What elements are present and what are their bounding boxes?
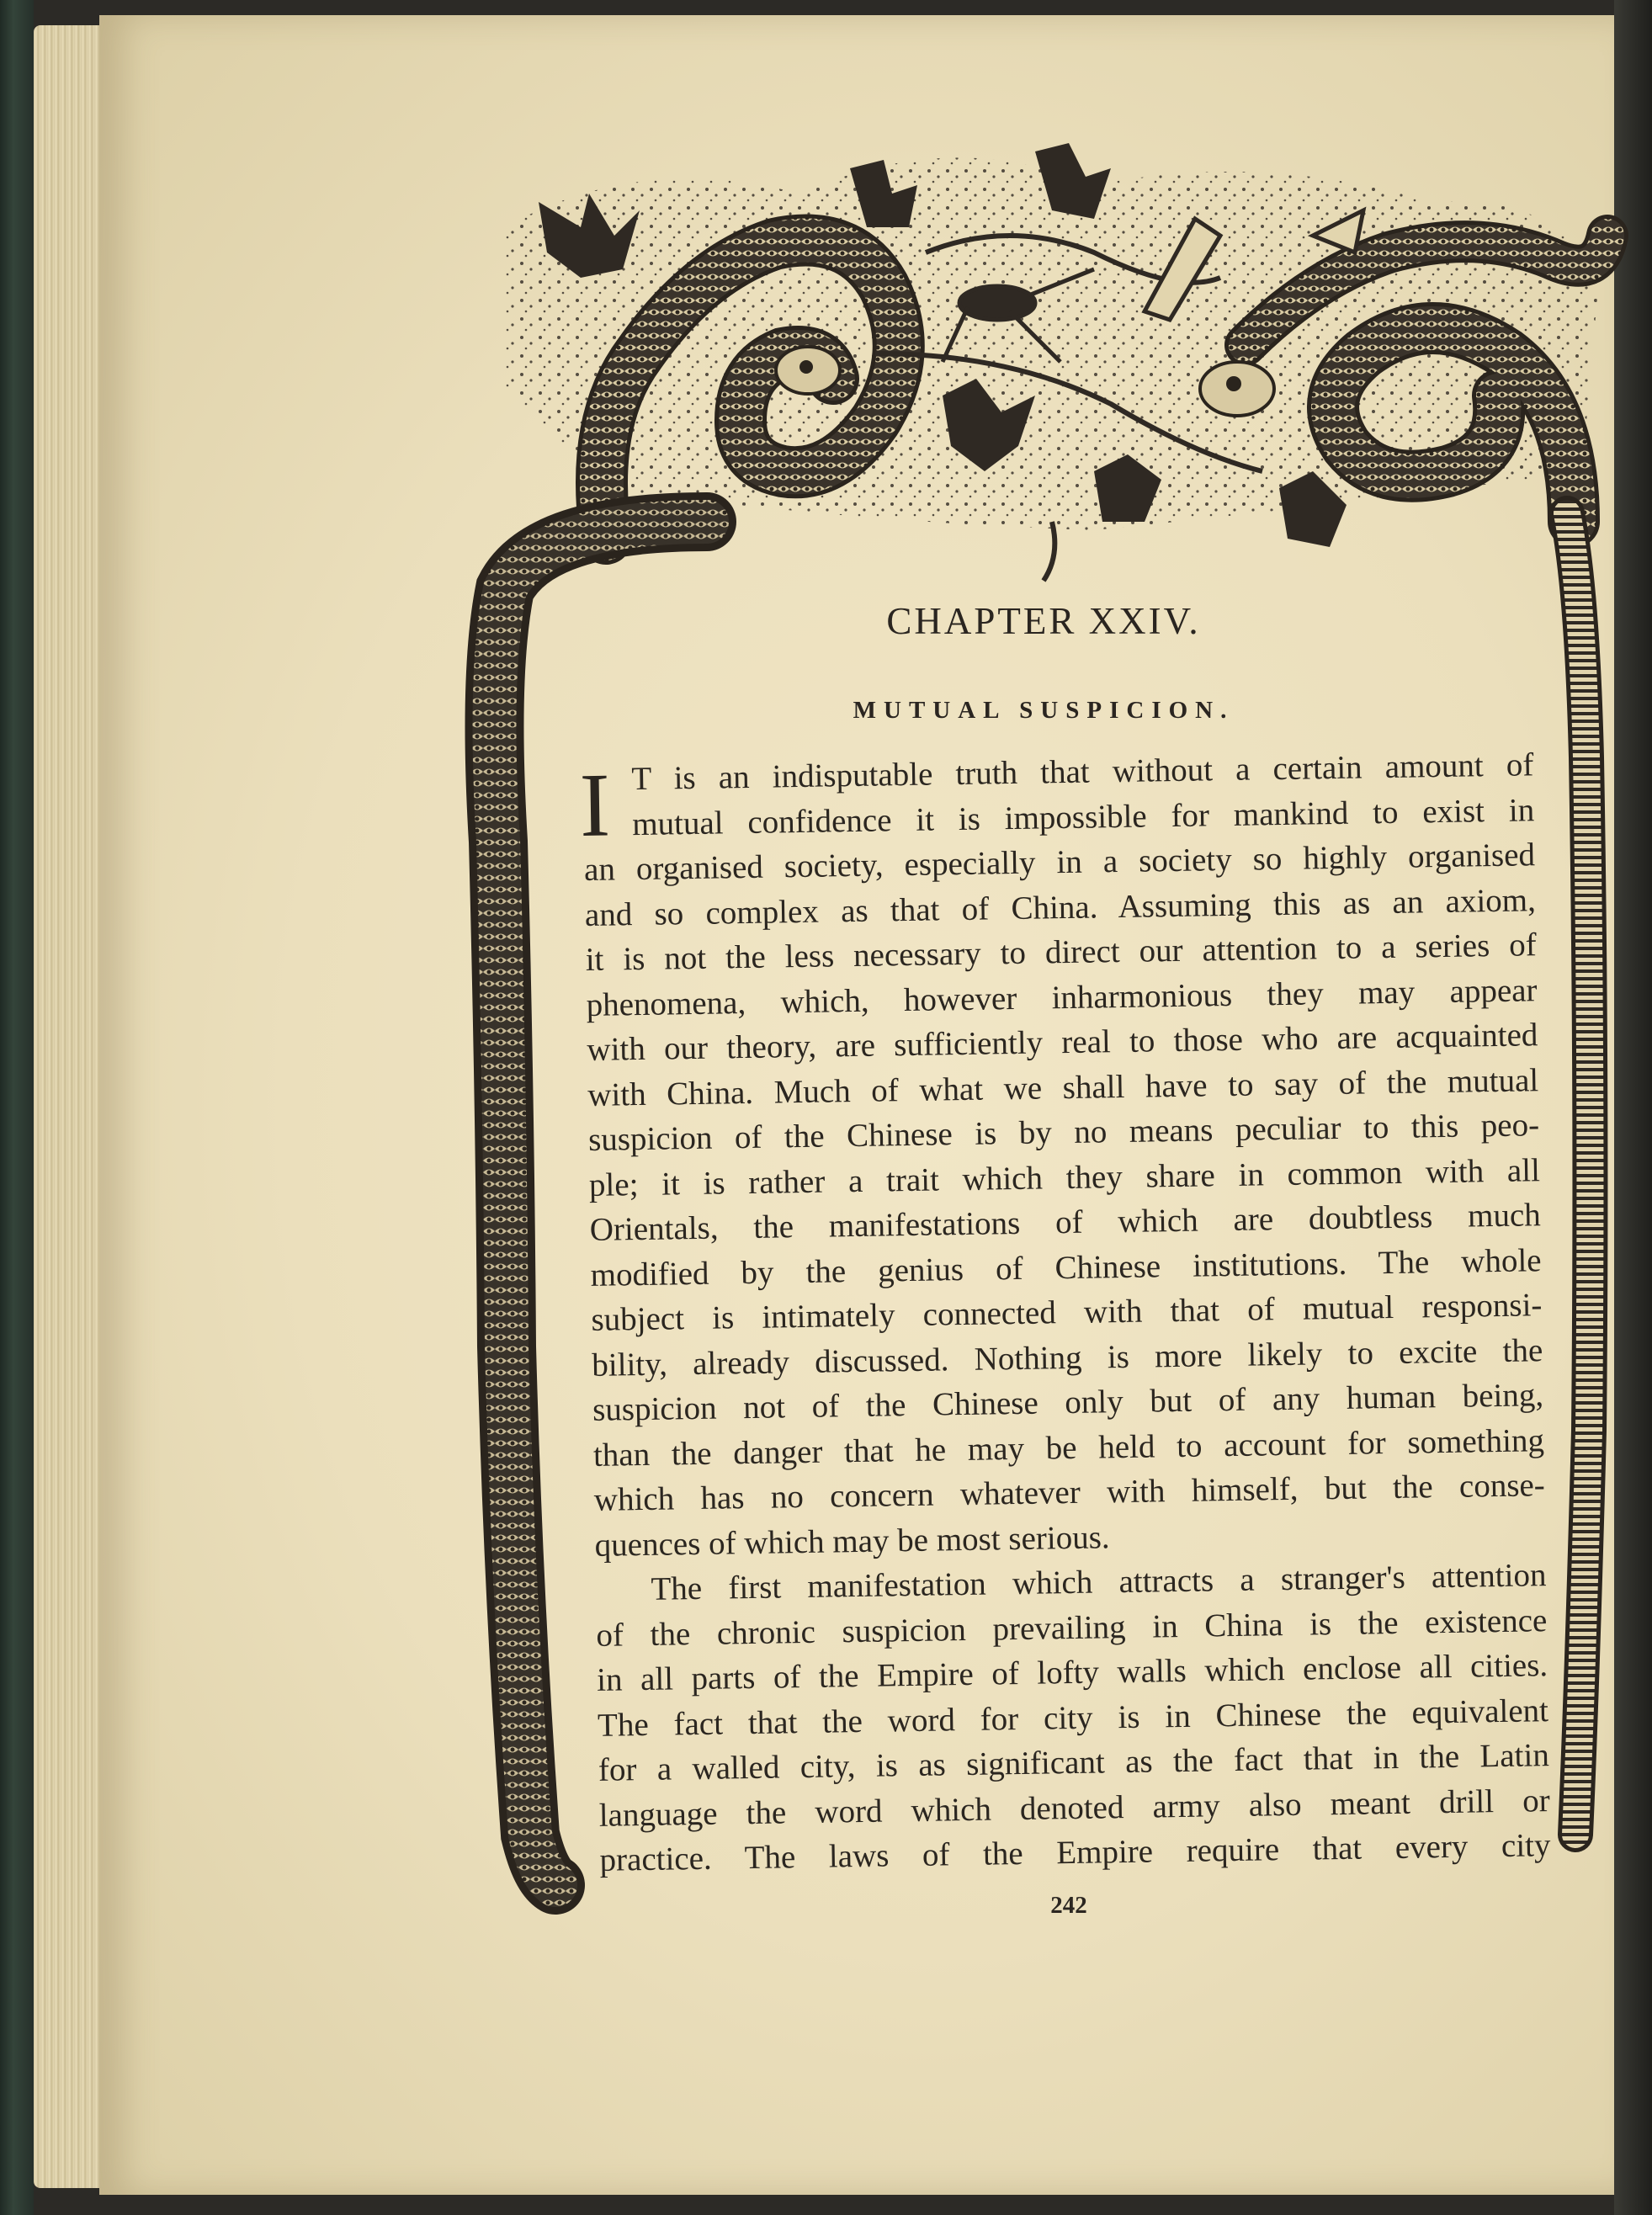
text-line: modified by the genius of Chinese institutions. The whole (590, 1241, 1542, 1293)
text-line: in all parts of the Empire of lofty walls which enclose all cities. (596, 1647, 1548, 1698)
text-line: phenomena, which, however inharmonious they may appear (586, 971, 1538, 1023)
text-line: with China. Much of what we shall have to say of the mutual (587, 1061, 1539, 1113)
text-line: suspicion of the Chinese is by no means peculiar to this peo- (587, 1107, 1540, 1158)
book-binding (0, 0, 34, 2215)
text-line: mutual confidence it is impossible for mankind to exist in (631, 791, 1535, 842)
text-line: T is an indisputable truth that without a certain amount of (631, 746, 1534, 798)
text-line: for a walled city, is as significant as the fact that in the Latin (598, 1737, 1550, 1788)
chapter-title: CHAPTER XXIV. (886, 600, 1201, 642)
text-line: and so complex as that of China. Assuming this as an axiom, (584, 881, 1537, 933)
text-line: The first manifestation which attracts a stranger's attention (651, 1557, 1547, 1607)
text-line: language the word which denoted army also meant drill or (598, 1782, 1550, 1834)
body-text (578, 742, 1551, 1883)
text-line: with our theory, are sufficiently real to those who are acquainted (587, 1017, 1538, 1068)
text-line: bility, already discussed. Nothing is more likely to excite the (592, 1331, 1543, 1384)
text-line: which has no concern whatever with himself, but the conse- (593, 1467, 1546, 1518)
text-line: it is not the less necessary to direct our attention to a series of (585, 927, 1537, 978)
text-line: ple; it is rather a trait which they share in common with all (588, 1151, 1541, 1203)
text-line: Orientals, the manifestations of which are doubtless much (589, 1197, 1542, 1248)
facing-page-edge (1614, 0, 1652, 2215)
text-line: than the danger that he may be held to account for something (592, 1421, 1545, 1474)
text-line: an organised society, especially in a society so highly organised (583, 837, 1536, 888)
text-line: practice. The laws of the Empire require that every city (599, 1827, 1551, 1878)
text-line: subject is intimately connected with that of mutual responsi- (591, 1287, 1543, 1338)
chapter-subtitle: MUTUAL SUSPICION. (853, 697, 1235, 724)
text-line: quences of which may be most serious. (594, 1518, 1110, 1564)
page-number: 242 (1050, 1892, 1087, 1919)
drop-cap: I (578, 755, 611, 857)
text-line: of the chronic suspicion prevailing in China is the existence (596, 1601, 1548, 1654)
text-line: The fact that the word for city is in Chinese the equivalent (597, 1692, 1549, 1744)
text-line: suspicion not of the Chinese only but of any human being, (592, 1377, 1544, 1428)
